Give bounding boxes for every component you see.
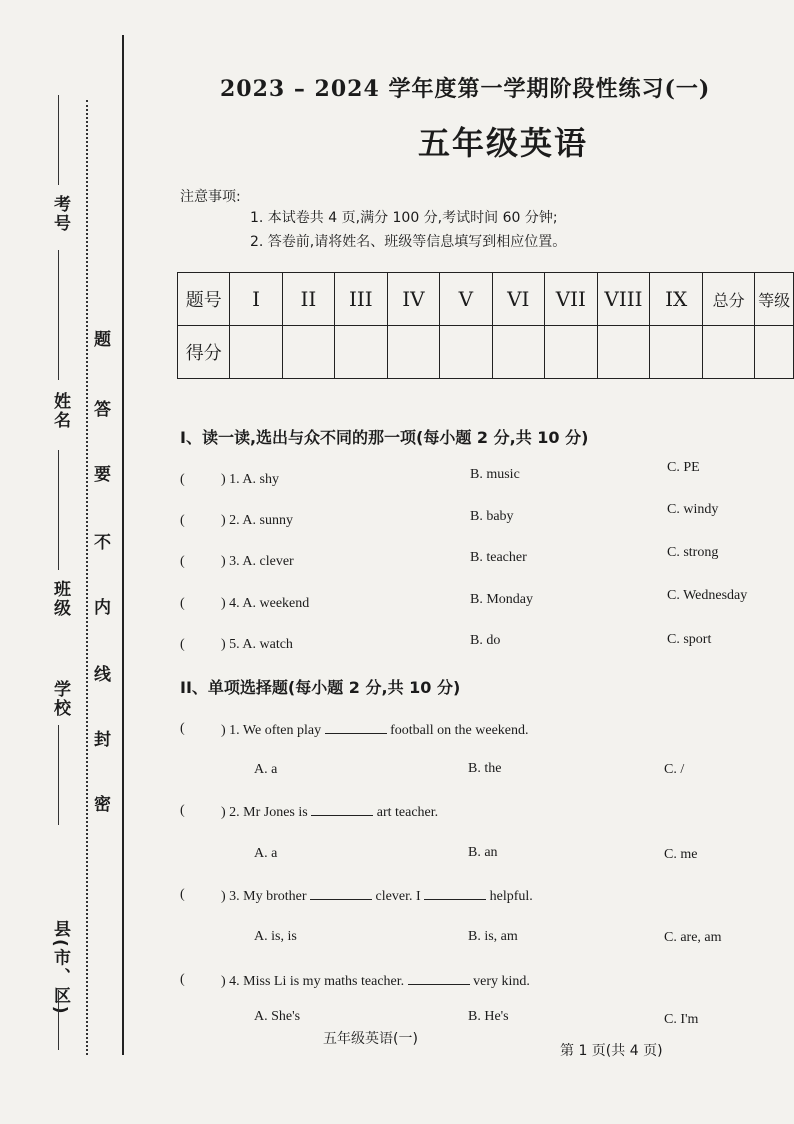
class-label: 班级 [50,580,70,618]
exam-no-line [58,95,59,185]
column-header: VIII [597,273,650,326]
school-line [58,725,59,825]
row-label: 题号 [178,273,230,326]
exam-no-label: 考号 [50,195,70,233]
score-cell[interactable] [545,326,598,379]
fill-blank[interactable] [408,972,470,985]
section-1-title: I、读一读,选出与众不同的那一项(每小题 2 分,共 10 分) [180,428,589,447]
option-a: A. is, is [254,929,297,944]
score-cell[interactable] [282,326,334,379]
option-c: C. me [664,847,698,862]
seal-char: 封 [94,730,111,750]
column-header: II [282,273,334,326]
option-b: B. the [468,761,502,776]
seal-dotted-line [86,100,88,1055]
option-b: B. is, am [468,929,518,944]
option-c: C. windy [667,502,719,517]
seal-char: 答 [94,400,111,420]
seal-char: 密 [94,795,111,815]
subject-title: 五年级英语 [418,124,589,162]
notice-item: 2. 答卷前,请将姓名、班级等信息填写到相应位置。 [250,234,567,250]
score-cell[interactable] [492,326,545,379]
option-c: C. / [664,762,685,777]
column-header: IV [387,273,440,326]
stem-text: ) 3. My brother [221,889,307,904]
answer-paren[interactable]: ( [180,887,185,902]
answer-paren[interactable]: ( [180,513,185,528]
score-table [177,272,794,379]
column-header: III [335,273,388,326]
county-line [58,990,59,1050]
option-c: C. Wednesday [667,588,748,603]
seal-char: 要 [94,465,111,485]
score-cell[interactable] [755,326,794,379]
option-a: A. She's [254,1009,301,1024]
fill-blank[interactable] [325,721,387,734]
stem-text: ) 1. We often play [221,723,322,738]
option-c: C. sport [667,632,712,647]
row-label: 得分 [178,326,230,379]
section-2-title: II、单项选择题(每小题 2 分,共 10 分) [180,678,461,697]
question-stem [221,972,530,990]
name-line [58,250,59,380]
option-b: B. He's [468,1009,509,1024]
column-header: 等级 [755,273,794,326]
column-header: VI [492,273,545,326]
question-stem [221,887,533,905]
option-c: C. I'm [664,1012,699,1027]
column-header: V [440,273,492,326]
option-b: B. do [470,633,501,648]
column-header: IX [650,273,703,326]
stem-text: helpful. [489,889,533,904]
option-b: B. music [470,467,520,482]
column-header: I [230,273,282,326]
answer-paren[interactable]: ( [180,596,185,611]
question-stem [221,803,438,821]
stem-text: ) 4. Miss Li is my maths teacher. [221,974,405,989]
name-label: 姓名 [50,392,70,430]
option-c: C. are, am [664,930,722,945]
score-cell[interactable] [597,326,650,379]
margin-border-line [122,35,124,1055]
option-c: C. strong [667,545,719,560]
stem-text: art teacher. [376,805,439,820]
option-a: ) 2. A. sunny [221,513,293,528]
fill-blank[interactable] [310,887,372,900]
answer-paren[interactable]: ( [180,972,185,987]
score-table-header-row [178,273,794,326]
option-b: B. an [468,845,498,860]
school-label: 学校 [50,680,70,718]
answer-paren[interactable]: ( [180,637,185,652]
option-a: A. a [254,846,278,861]
option-b: B. baby [470,509,514,524]
notice-item: 1. 本试卷共 4 页,满分 100 分,考试时间 60 分钟; [250,210,558,226]
option-a: ) 5. A. watch [221,637,293,652]
seal-char: 题 [94,330,111,350]
county-label: 县(市、区) [50,920,70,1016]
page-number: 第 1 页(共 4 页) [560,1043,663,1059]
class-line [58,450,59,570]
seal-char: 线 [94,665,111,685]
answer-paren[interactable]: ( [180,721,185,736]
stem-text: football on the weekend. [390,723,529,738]
question-stem [221,721,529,739]
option-a: ) 4. A. weekend [221,596,310,611]
seal-char: 不 [94,533,111,553]
score-cell[interactable] [387,326,440,379]
option-b: B. Monday [470,592,533,607]
binding-margin [0,0,135,1124]
score-cell[interactable] [650,326,703,379]
fill-blank[interactable] [424,887,486,900]
notice-heading: 注意事项: [180,189,241,205]
answer-paren[interactable]: ( [180,803,185,818]
column-header: 总分 [702,273,754,326]
exam-title: 2023 – 2024 学年度第一学期阶段性练习(一) [220,76,711,102]
stem-text: clever. I [375,889,421,904]
option-b: B. teacher [470,550,527,565]
stem-text: ) 2. Mr Jones is [221,805,308,820]
column-header: VII [545,273,598,326]
option-a: ) 1. A. shy [221,472,279,487]
answer-paren[interactable]: ( [180,472,185,487]
option-a: ) 3. A. clever [221,554,294,569]
score-table-score-row [178,326,794,379]
seal-char: 内 [94,598,111,618]
score-cell[interactable] [440,326,492,379]
footer-subject: 五年级英语(一) [323,1031,418,1047]
option-c: C. PE [667,460,700,475]
fill-blank[interactable] [311,803,373,816]
stem-text: very kind. [473,974,530,989]
score-cell[interactable] [230,326,282,379]
score-cell[interactable] [335,326,388,379]
score-cell[interactable] [702,326,754,379]
answer-paren[interactable]: ( [180,554,185,569]
option-a: A. a [254,762,278,777]
